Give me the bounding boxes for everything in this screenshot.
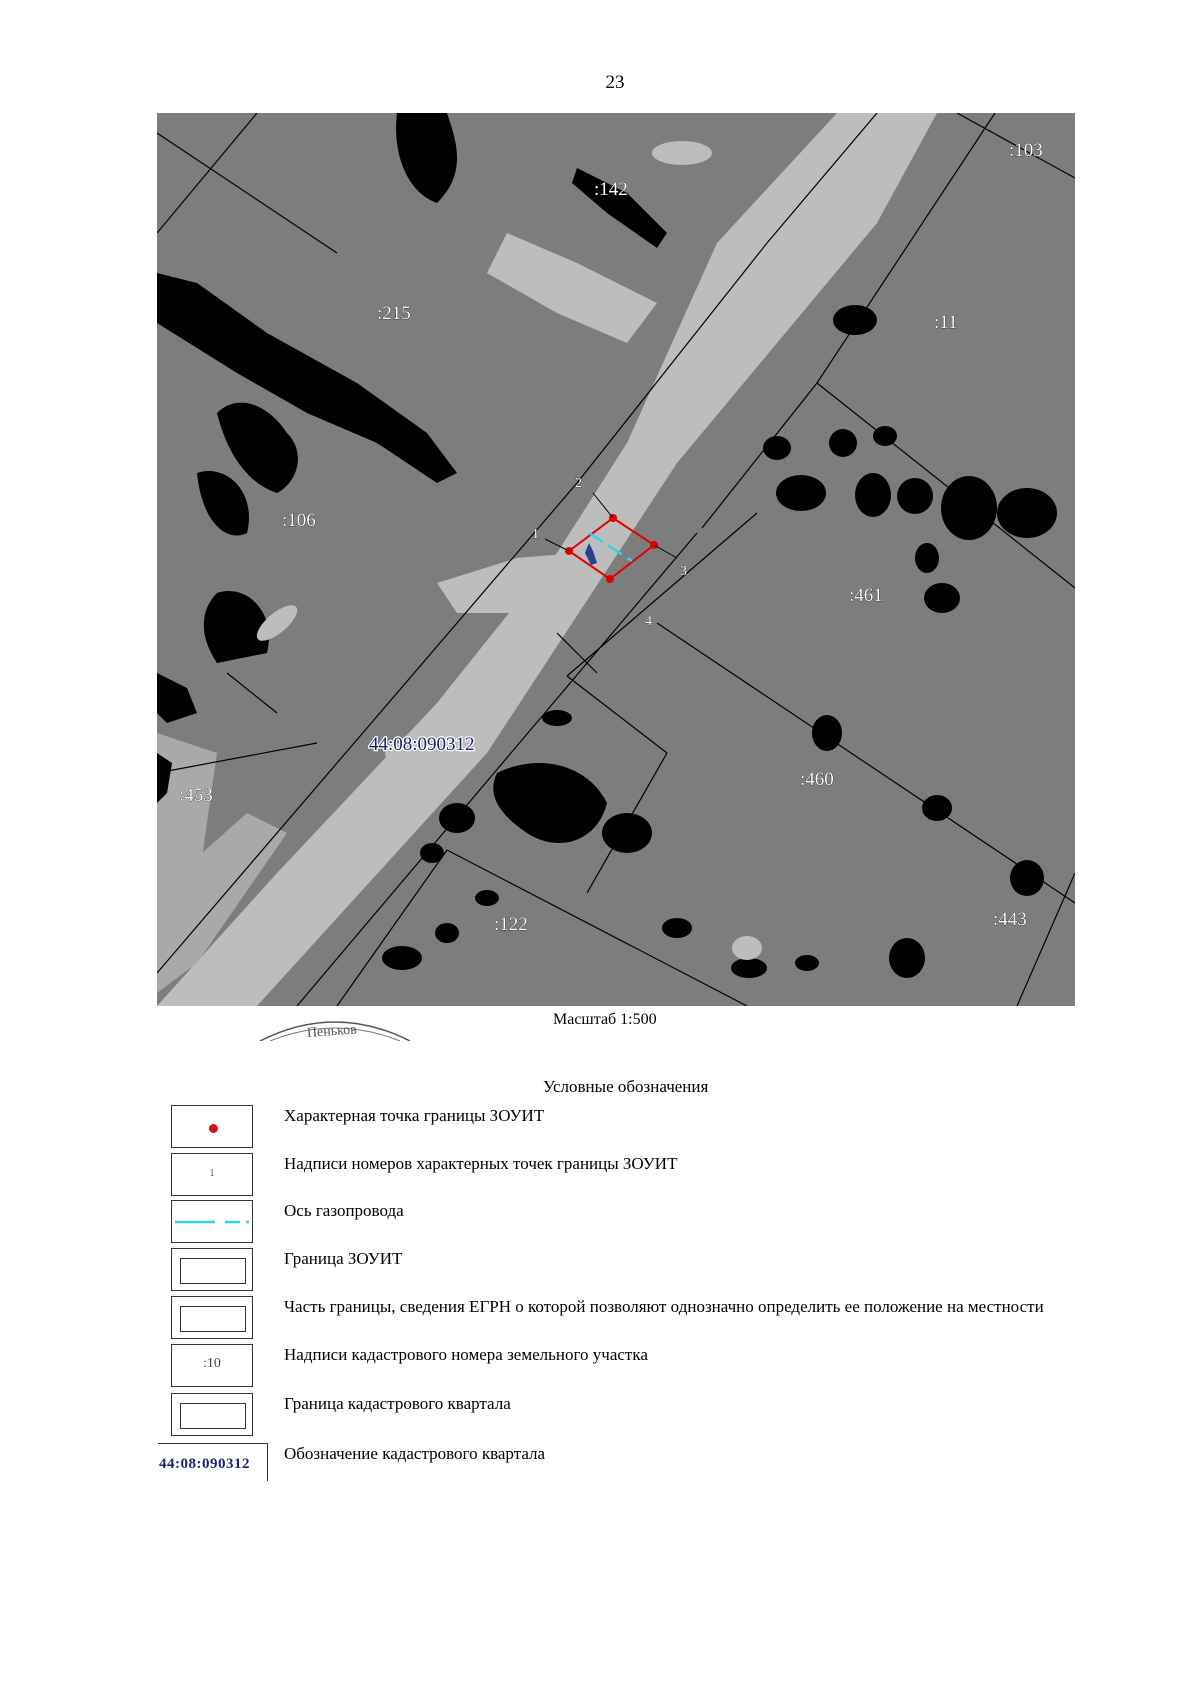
legend-text: Обозначение кадастрового квартала: [284, 1444, 546, 1463]
parcel-label-443: :443: [993, 909, 1027, 930]
legend-text: Характерная точка границы ЗОУИТ: [284, 1106, 545, 1125]
legend-symbol-quarter-boundary: [171, 1393, 253, 1436]
legend-symbol-cadastral-number: [171, 1344, 253, 1387]
legend-symbol-point: [171, 1105, 253, 1148]
legend-sample-cadastral: :10: [203, 1356, 221, 1371]
legend-text: Надписи кадастрового номера земельного участка: [284, 1345, 648, 1364]
parcel-label-103: :103: [1009, 140, 1043, 161]
parcel-label-460: :460: [800, 769, 834, 790]
page-number: 23: [605, 72, 625, 93]
legend-text: Ось газопровода: [284, 1201, 404, 1220]
rectangle-icon: [180, 1258, 246, 1284]
point-4-label: 4: [645, 614, 652, 629]
parcel-label-122: :122: [494, 914, 528, 935]
legend-text: Надписи номеров характерных точек границы ЗОУИТ: [284, 1154, 678, 1173]
legend-sample-number: 1: [209, 1168, 215, 1179]
point-2-label: 2: [575, 476, 582, 491]
point-4: [606, 575, 614, 583]
stamp: [255, 1013, 415, 1041]
legend-sample-quarter-code: 44:08:090312: [159, 1456, 250, 1472]
cadastral-map: [157, 113, 1075, 1006]
rectangle-icon: [180, 1306, 246, 1332]
parcel-label-106: :106: [282, 510, 316, 531]
legend-text: Граница ЗОУИТ: [284, 1249, 403, 1268]
point-3-label: 3: [680, 564, 687, 579]
rectangle-icon: [180, 1403, 246, 1429]
stamp-text: Пеньков: [306, 1022, 358, 1041]
legend-symbol-egrn-boundary: [171, 1296, 253, 1339]
legend-title: Условные обозначения: [543, 1077, 709, 1096]
quarter-label: 44:08:090312: [369, 734, 475, 755]
parcel-label-453: :453: [179, 785, 213, 806]
parcel-label-215: :215: [377, 303, 411, 324]
legend-symbol-zouit-boundary: [171, 1248, 253, 1291]
legend-text: Часть границы, сведения ЕГРН о которой позволяют однозначно определить ее положение на местности: [284, 1297, 1044, 1316]
parcel-label-461: :461: [849, 585, 883, 606]
map-canvas: [157, 113, 1075, 1006]
legend-symbol-gas-axis: [171, 1200, 253, 1243]
road-branch: [487, 233, 657, 343]
scale-label: Масштаб 1:500: [553, 1011, 657, 1028]
parcel-label-142: :142: [594, 179, 628, 200]
parcel-label-11: :11: [934, 312, 958, 333]
point-1-label: 1: [532, 527, 539, 542]
point-dot-icon: [209, 1124, 218, 1133]
legend-text: Граница кадастрового квартала: [284, 1394, 511, 1413]
dashed-line-icon: [172, 1201, 252, 1241]
legend-symbol-point-number: [171, 1153, 253, 1196]
